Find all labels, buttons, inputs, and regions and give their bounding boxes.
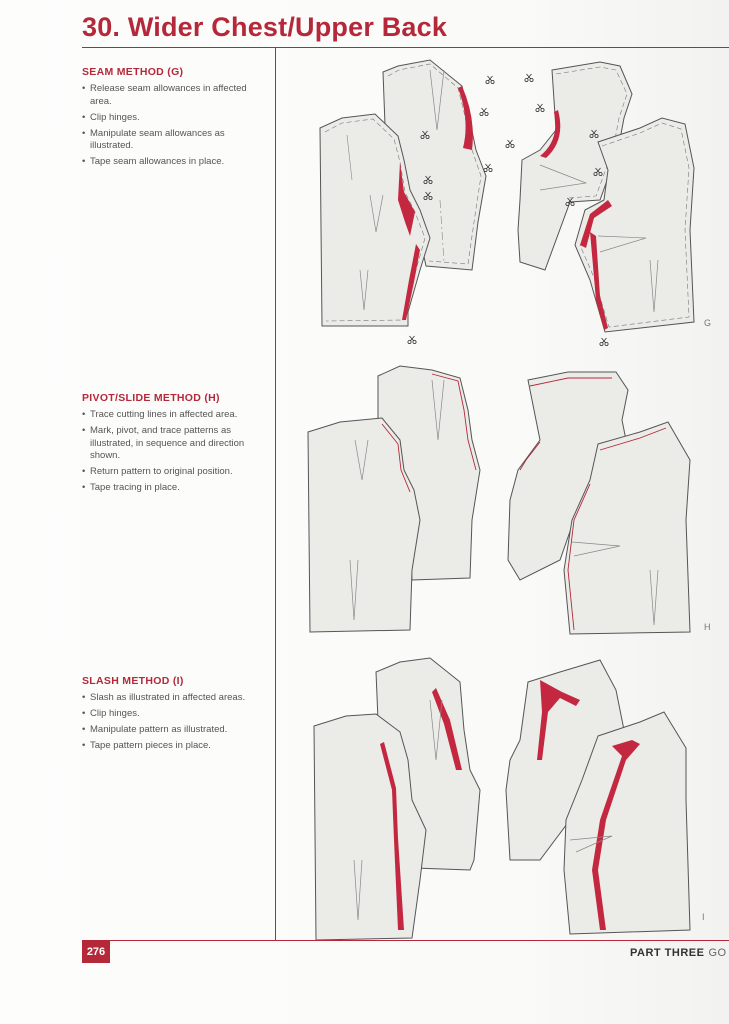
page-title: 30. Wider Chest/Upper Back: [82, 12, 448, 42]
seam-method-section: [82, 66, 267, 173]
footer-rule: [82, 940, 729, 941]
list-item: • Trace cutting lines in affected area.: [82, 409, 267, 422]
page-number: 276: [82, 941, 110, 963]
figure-label-h: H: [704, 622, 711, 632]
figure-label-g: G: [704, 318, 712, 328]
pattern-illustrations: [276, 48, 729, 940]
list-item: • Return pattern to original position.: [82, 466, 267, 479]
list-item: • Clip hinges.: [82, 708, 267, 721]
list-item: • Manipulate seam allowances as illustrated.: [82, 128, 267, 153]
part-label: [630, 947, 727, 959]
list-item: • Tape seam allowances in place.: [82, 156, 267, 169]
pivot-slide-method-section: [82, 392, 267, 499]
step-list: [82, 409, 267, 495]
list-item: • Slash as illustrated in affected areas.: [82, 692, 267, 705]
step-list: [82, 83, 267, 169]
list-item: • Clip hinges.: [82, 112, 267, 125]
figure-label-i: I: [702, 912, 705, 922]
section-heading: SLASH METHOD (I): [82, 675, 184, 687]
slash-method-section: [82, 675, 267, 756]
list-item: • Tape tracing in place.: [82, 482, 267, 495]
part-title: PART THREE: [630, 947, 705, 959]
section-heading: SEAM METHOD (G): [82, 66, 184, 78]
section-heading: PIVOT/SLIDE METHOD (H): [82, 392, 220, 404]
list-item: • Release seam allowances in affected area.: [82, 83, 267, 108]
list-item: • Mark, pivot, and trace patterns as illustrated, in sequence and direction shown.: [82, 425, 267, 463]
list-item: • Manipulate pattern as illustrated.: [82, 724, 267, 737]
part-title-cut: GO: [708, 947, 727, 959]
list-item: • Tape pattern pieces in place.: [82, 740, 267, 753]
step-list: [82, 692, 267, 753]
